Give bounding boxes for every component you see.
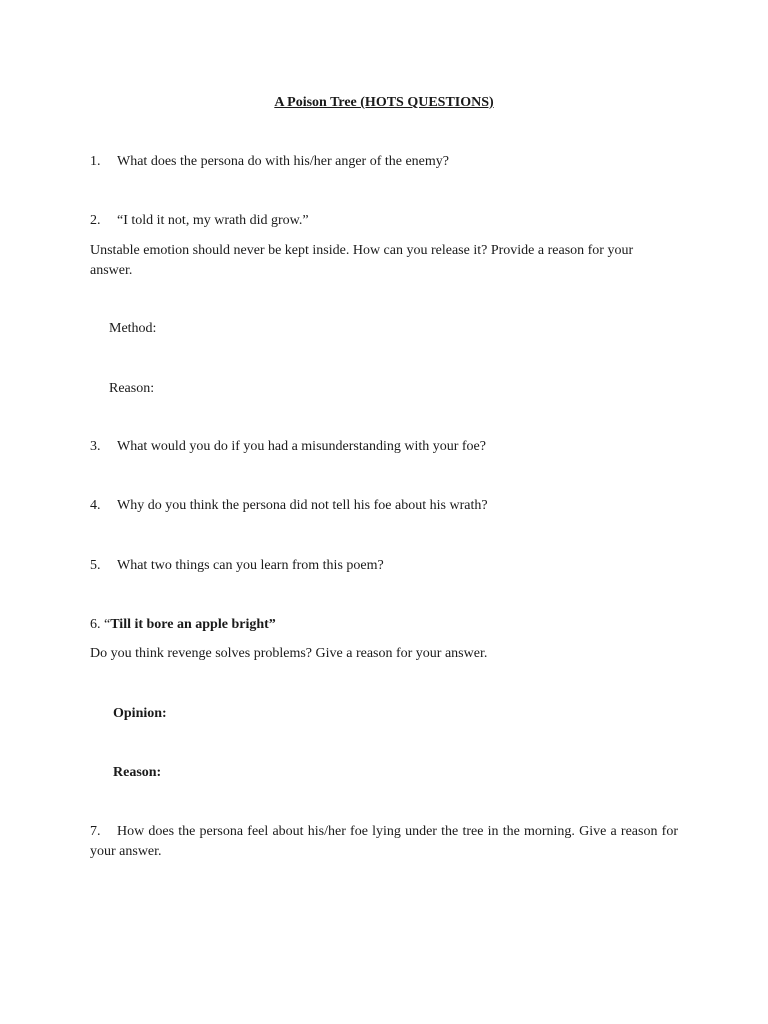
method-label: Method: bbox=[109, 321, 157, 336]
question-2-text: Unstable emotion should never be kept inside. How can you release it? Provide a reason for your answer. bbox=[90, 243, 634, 278]
question-number: 2. bbox=[90, 213, 101, 228]
question-1 bbox=[90, 153, 449, 171]
question-quote: Till it bore an apple bright” bbox=[110, 617, 276, 632]
reason-label: Reason: bbox=[113, 765, 162, 780]
question-7 bbox=[90, 822, 678, 862]
question-quote: “I told it not, my wrath did grow.” bbox=[117, 213, 309, 228]
question-number: 4. bbox=[90, 498, 101, 513]
question-text: What would you do if you had a misunderstanding with your foe? bbox=[117, 439, 486, 454]
question-text: What two things can you learn from this poem? bbox=[117, 558, 384, 573]
question-6-text: Do you think revenge solves problems? Give a reason for your answer. bbox=[90, 646, 488, 661]
question-text: How does the persona feel about his/her foe lying under the tree in the morning. Give a reason for your answer. bbox=[90, 824, 678, 859]
question-5 bbox=[90, 557, 384, 575]
reason-label: Reason: bbox=[109, 381, 155, 396]
question-3 bbox=[90, 438, 486, 456]
question-number: 6. “ bbox=[90, 617, 111, 632]
page-title: A Poison Tree (HOTS QUESTIONS) bbox=[274, 95, 494, 110]
question-6 bbox=[90, 616, 276, 634]
question-number: 1. bbox=[90, 154, 101, 169]
question-4 bbox=[90, 497, 488, 515]
question-text: Why do you think the persona did not tell his foe about his wrath? bbox=[117, 498, 488, 513]
question-number: 3. bbox=[90, 439, 101, 454]
question-text: What does the persona do with his/her anger of the enemy? bbox=[117, 154, 450, 169]
question-2 bbox=[90, 212, 309, 230]
opinion-label: Opinion: bbox=[113, 706, 167, 721]
question-number: 7. bbox=[90, 824, 101, 839]
question-number: 5. bbox=[90, 558, 101, 573]
